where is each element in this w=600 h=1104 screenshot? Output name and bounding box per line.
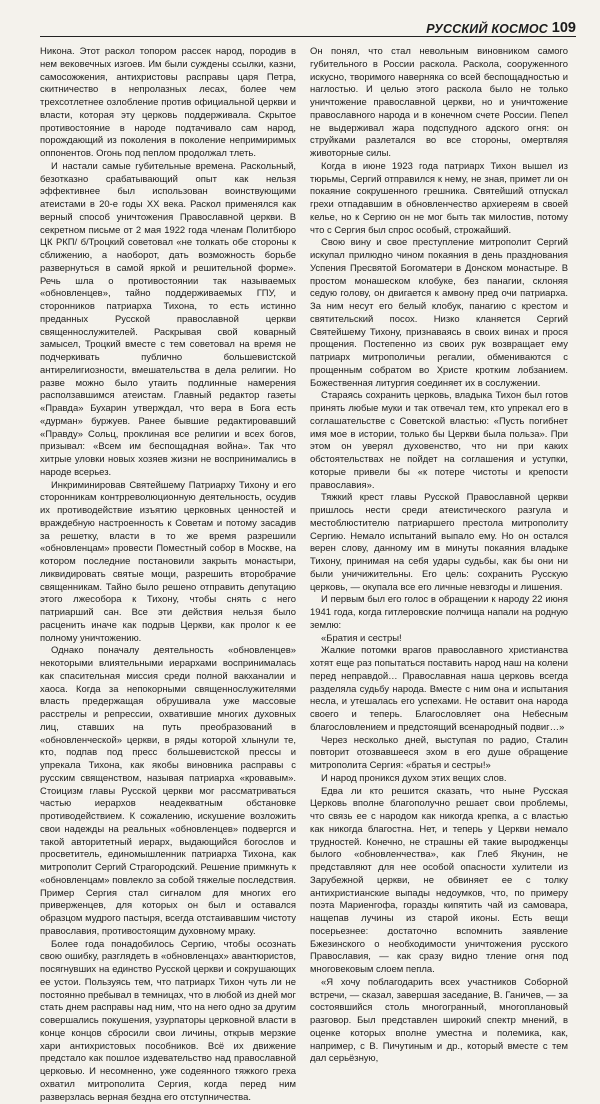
right-column bbox=[310, 46, 568, 874]
paragraph: Тяжкий крест главы Русской Православной церкви пришлось нести среди атеистического разгула и местоблюстителю патриаршего престола митрополиту Сергию. Немало испытаний выпало ему. Но он остался верен слову, данному им в минуты покаяния владыке Тихону, принимая на себя удары судьбы, как бы они ни были уничижительны. Его цель: сохранить Русскую церковь, — окупала все его личные невзгоды и лишения. bbox=[310, 492, 568, 594]
quote-paragraph: Жалкие потомки врагов православного христианства хотят еще раз попытаться поставить народ наш на колени перед неправдой… Православная наша церковь всегда разделяла судьбу народа. Вместе с ним она и испытания несла, и утешалась его успехами. Не оставит она народа своего и теперь. Благословляет она Небесным благословлением и предстоящий всенародный подвиг…» bbox=[310, 645, 568, 734]
paragraph: Более года понадобилось Сергию, чтобы осознать свою ошибку, разглядеть в «обновленцах» авантюристов, посягнувших на единство Русской церкви и сокрушающих ее устои. Пользуясь тем, что патриарх Тихон чуть ли не постоянно пребывал в темницах, что в любой из дней мог стать днем расправы над ним, что на него одно за другим совершались покушения, узурпаторы церковной власти в конце концов сбросили свои личины, открыв мерзкие хари антихристовых пособников. Всё их движение предстало как пошлое издевательство над православной церковью. И несомненно, уже содеянного тяжкого греха охватил митрополита Сергия, когда перед ним разверзлась верная бездна его отступничества. bbox=[40, 939, 296, 1104]
paragraph: И настали самые губительные времена. Раскольный, безотказно срабатывающий опыт как нельзя эффективнее был использован воинствующими атеистами в 20-е годы ХХ века. Раскол применялся как верный способ уничтожения Православной церкви. В секретном письме от 2 мая 1922 года членам Политбюро ЦК РКП/ б/Троцкий советовал «не толкать обе стороны к сближению, а наоборот, дать возможность борьбе развернуться в самой яркой и решительной форме». Речь шла о противостоянии так называемых «обновленцев», тайно поддерживаемых ГПУ, и сторонников патриарха Тихона, то есть истинно преданных Русской православной церкви священнослужителей. Раскрывая свой коварный замысел, Троцкий вместе с тем советовал на время не подчеркивать публично большевистской антирелигиозности, вмешательства в дела религии. Но разве можно было утаить подлинные намерения расползавшимся атеистам. Главный редактор газеты «Правда» Бухарин утверждал, что вера в Бога есть «дурман» буржуев. Ранее бывшие редактировавший «Правду» Сольц, проклиная все религии и всех богов, призывал: «Всем им беспощадная война». Так что хитрые уловки новых хозяев жизни не воспринимались в народе всерьез. bbox=[40, 161, 296, 480]
left-column bbox=[40, 46, 296, 874]
paragraph: Через несколько дней, выступая по радио, Сталин повторит отозвавшееся эхом в его душе обращение митрополита Сергия: «братья и сестры!» bbox=[310, 735, 568, 773]
paragraph: Когда в июне 1923 года патриарх Тихон вышел из тюрьмы, Сергий отправился к нему, не зная, примет ли он покаяние сокрушенного грешника. Святейший отпускал грехи отпадавшим в обновленчество архиереям в своей келье, но к Сергию он не мог быть так милостив, потому что с Сергия был спрос особый, строжайший. bbox=[310, 161, 568, 238]
paragraph: И народ проникся духом этих вещих слов. bbox=[310, 773, 568, 786]
paragraph: Стараясь сохранить церковь, владыка Тихон был готов принять любые муки и так отвечал тем, кто упрекал его в соглашательстве с Советской властью: «Пусть погибнет имя мое в истории, только бы Церкви была польза». При этом он уверял духовенство, что ни при каких обстоятельствах не пойдет на соглашения и уступки, которые привели бы «к потере чистоты и крепости православия». bbox=[310, 390, 568, 492]
paragraph: Едва ли кто решится сказать, что ныне Русская Церковь вполне благополучно решает свои проблемы, что связь ее с народом как никогда крепка, а с властью как никогда благостна. Нет, и теперь у Церкви немало трудностей. Конечно, не страшны ей такие выродженцы былого «обновленчества», как Глеб Якунин, не представляют для нее особой опасности хулители из Зарубежной церкви, не обвиняет ее с толку антихристианские выпады недоумков, что, по примеру поэта Мариенгофа, горазды кипятить чай из самовара, нащепав лучины из старой иконы. Есть вещи посерьезнее: достаточно вспомнить заявление Бжезинского о необходимости уничтожения русского Православия, — как сразу видно тление огня под многовековым слоем пепла. bbox=[310, 786, 568, 977]
paragraph: И первым был его голос в обращении к народу 22 июня 1941 года, когда гитлеровские полчища напали на родную землю: bbox=[310, 594, 568, 632]
running-title: РУССКИЙ КОСМОС bbox=[426, 22, 548, 36]
page-number: 109 bbox=[552, 20, 576, 36]
paragraph: Никона. Этот раскол топором рассек народ, породив в нем вековечных изгоев. Им были суждены ссылки, казни, самосожжения, антихристовы расправы царя Петра, скитничество в непролазных лесах, более чем трехсотлетнее озлобление против официальной церкви и власти, которая эту церковь поддерживала. Скрытое противостояние в народе подтачивало сам народ, порождающий из поколения в поколение непримиримых оппонентов. Огонь под пеплом продолжал тлеть. bbox=[40, 46, 296, 161]
paragraph: Инкриминировав Святейшему Патриарху Тихону и его сторонникам контрреволюционную деятельность, осудив их противодействие изъятию церковных ценностей и враждебную настроенность к Советам и потому засадив за решетку, власти в то же время разрешили «обновленцам» провести Поместный собор в Москве, на котором последние постановили закрыть монастыри, ликвидировать святые мощи, разрешить второбрачие священникам. Тайно было решено отправить депутацию этого лжесобора к Тихону, чтобы снять с него патриарший сан. Все эти действия нельзя было расценить иначе как подрыв Церкви, как пролог к ее полному уничтожению. bbox=[40, 480, 296, 646]
header-rule bbox=[40, 36, 576, 37]
paragraph: «Я хочу поблагодарить всех участников Соборной встречи, — сказал, завершая заседание, В. Ганичев, — за состоявшийся столь многогранный, многоплановый разговор. Был представлен широкий спектр мнений, в оценке которых вполне уместна и полемика, как, например, с В. Пичутиным и др., который вместе с тем дал серьёзную, bbox=[310, 977, 568, 1066]
paragraph: Однако поначалу деятельность «обновленцев» некоторыми влиятельными иерархами воспринималась как спасительная миссия среди полной вакханалии и хаоса. Когда за непокорными священнослужителями власть предержащая обрушивала уже массовые расстрелы и репрессии, охватившие многих духовных лиц, ставших на путь преобразований в «обновленческой» церкви, в ряды которой хлынули те, кто, подпав под пресс большевистской прессы и упрекала Тихона, как якобы виновника расправы с русским священством, называя патриарха «кровавым». Стоицизм главы Русской церкви мог рассматриваться частью иерархов неадекватным обстановке противодействием. К сожалению, искушение возложить свои надежды на реальных «обновленцев» подвергся и такой авторитетный иерарх, выдающийся богослов и просветитель, единомышленник патриарха Тихона, как митрополит Сергий Страгородский. Решение примкнуть к «обновленцам» повлекло за собой тяжелые последствия. Пример Сергия стал сигналом для многих его приверженцев, для которых он был и оставался образцом мудрого пастыря, всегда отстаивавшим чистоту православия, противостоящим духовному мраку. bbox=[40, 645, 296, 938]
quote-salutation: «Братия и сестры! bbox=[310, 633, 568, 646]
page-header bbox=[0, 0, 600, 42]
paragraph: Свою вину и свое преступление митрополит Сергий искупал прилюдно чином покаяния в день празднования Успения Пресвятой Богоматери в Донском монастыре. В простом монашеском клобуке, без панагии, склоняя седую голову, он двигается к амвону пред очи патриарха. За ним несут его белый клобук, панагию с крестом и святительский посох. Низко кланяется Сергий Святейшему Тихону, признаваясь в своих винах и прося прощения. Постепенно из своих рук возвращает ему патриарх митрополичьи регалии, обмениваются с прощенным собратом во Христе кротким лобзанием. Божественная литургия соединяет их в сослужении. bbox=[310, 237, 568, 390]
paragraph: Он понял, что стал невольным виновником самого губительного в России раскола. Раскола, сооруженного искусно, творимого наверняка со всей беспощадностью и наглостью. И целью этого раскола было не только уничтожение православной церкви, но и уничтожение православного народа и в конечном счете России. Пепел не выдерживал жара подспудного адского огня: он струйками разлетался во все стороны, омертвляя животорные силы. bbox=[310, 46, 568, 161]
